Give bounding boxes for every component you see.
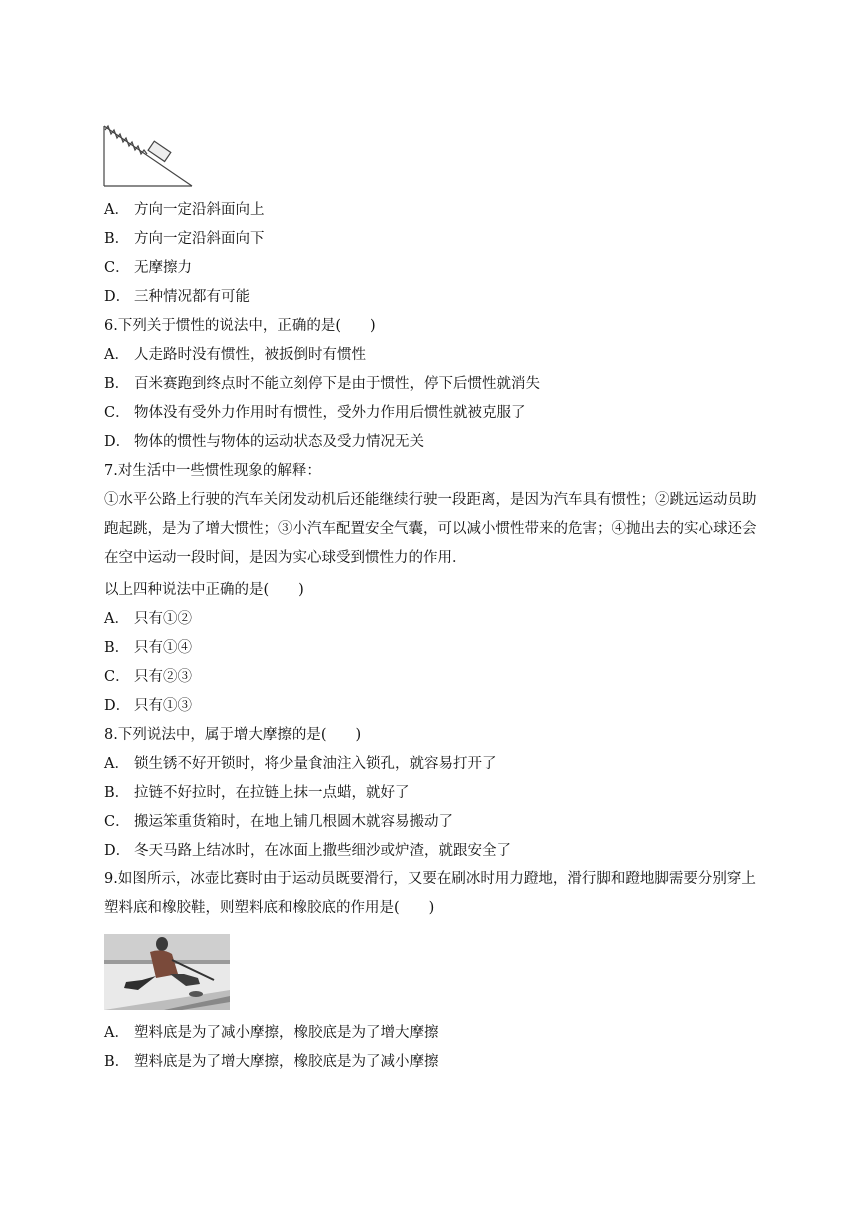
q5-option-d bbox=[104, 287, 770, 307]
option-letter: B． bbox=[104, 640, 130, 656]
curling-athlete-photo bbox=[104, 934, 230, 1010]
q9-stem: 9.如图所示，冰壶比赛时由于运动员既要滑行，又要在刷冰时用力蹬地，滑行脚和蹬地脚需要分别穿上塑料底和橡胶鞋，则塑料底和橡胶底的作用是( ) bbox=[104, 871, 756, 916]
incline-spring-block-figure bbox=[102, 124, 194, 188]
option-letter: B． bbox=[104, 1054, 130, 1070]
option-letter: A． bbox=[104, 756, 129, 772]
option-text: 物体的惯性与物体的运动状态及受力情况无关 bbox=[134, 434, 424, 450]
q7-option-d bbox=[104, 696, 770, 716]
q5-option-a bbox=[104, 200, 770, 220]
q6-option-d bbox=[104, 432, 770, 452]
q8-option-c bbox=[104, 812, 770, 832]
option-text: 塑料底是为了减小摩擦，橡胶底是为了增大摩擦 bbox=[134, 1025, 439, 1041]
q8-option-b bbox=[104, 783, 770, 803]
option-letter: D． bbox=[104, 289, 131, 305]
q8-stem: 8.下列说法中，属于增大摩擦的是( ) bbox=[104, 727, 362, 743]
option-letter: B． bbox=[104, 376, 130, 392]
q6-option-b bbox=[104, 374, 770, 394]
q6-option-a bbox=[104, 345, 770, 365]
q7-question: 以上四种说法中正确的是( ) bbox=[104, 582, 304, 598]
option-text: 只有②③ bbox=[134, 669, 192, 685]
q9-option-b bbox=[104, 1052, 770, 1072]
option-letter: B． bbox=[104, 785, 130, 801]
option-text: 只有①③ bbox=[134, 698, 192, 714]
q5-option-c bbox=[104, 258, 770, 278]
q7-option-c bbox=[104, 667, 770, 687]
option-letter: B． bbox=[104, 231, 130, 247]
q6-stem: 6.下列关于惯性的说法中，正确的是( ) bbox=[104, 318, 376, 334]
option-text: 无摩擦力 bbox=[134, 260, 192, 276]
option-text: 冬天马路上结冰时，在冰面上撒些细沙或炉渣，就跟安全了 bbox=[134, 843, 511, 859]
option-letter: C． bbox=[104, 814, 130, 830]
option-letter: C． bbox=[104, 405, 130, 421]
q7-option-a bbox=[104, 609, 770, 629]
q8-option-d bbox=[104, 841, 770, 861]
option-text: 物体没有受外力作用时有惯性，受外力作用后惯性就被克服了 bbox=[134, 405, 526, 421]
option-letter: A． bbox=[104, 347, 129, 363]
option-text: 方向一定沿斜面向下 bbox=[134, 231, 265, 247]
q7-option-b bbox=[104, 638, 770, 658]
option-letter: A． bbox=[104, 611, 129, 627]
q6-option-c bbox=[104, 403, 770, 423]
option-letter: A． bbox=[104, 1025, 129, 1041]
option-text: 只有①④ bbox=[134, 640, 192, 656]
option-text: 只有①② bbox=[134, 611, 192, 627]
option-letter: C． bbox=[104, 669, 130, 685]
option-text: 人走路时没有惯性，被扳倒时有惯性 bbox=[134, 347, 366, 363]
option-text: 三种情况都有可能 bbox=[134, 289, 250, 305]
option-letter: C． bbox=[104, 260, 130, 276]
option-letter: D． bbox=[104, 843, 131, 859]
q7-stem: 7.对生活中一些惯性现象的解释： bbox=[104, 463, 321, 479]
option-text: 塑料底是为了增大摩擦，橡胶底是为了减小摩擦 bbox=[134, 1054, 439, 1070]
option-text: 百米赛跑到终点时不能立刻停下是由于惯性，停下后惯性就消失 bbox=[134, 376, 540, 392]
option-letter: D． bbox=[104, 434, 131, 450]
option-letter: D． bbox=[104, 698, 131, 714]
option-text: 锁生锈不好开锁时，将少量食油注入锁孔，就容易打开了 bbox=[134, 756, 497, 772]
option-text: 方向一定沿斜面向上 bbox=[134, 202, 265, 218]
q9-option-a bbox=[104, 1023, 770, 1043]
option-letter: A． bbox=[104, 202, 129, 218]
q5-option-b bbox=[104, 229, 770, 249]
q8-option-a bbox=[104, 754, 770, 774]
option-text: 搬运笨重货箱时，在地上铺几根圆木就容易搬动了 bbox=[134, 814, 453, 830]
option-text: 拉链不好拉时，在拉链上抹一点蜡，就好了 bbox=[134, 785, 410, 801]
q7-body: ①水平公路上行驶的汽车关闭发动机后还能继续行驶一段距离，是因为汽车具有惯性；②跳远运动员助跑起跳，是为了增大惯性；③小汽车配置安全气囊，可以减小惯性带来的危害；④抛出去的实心球还会在空中运动一段时间，是因为实心球受到惯性力的作用． bbox=[104, 492, 757, 566]
